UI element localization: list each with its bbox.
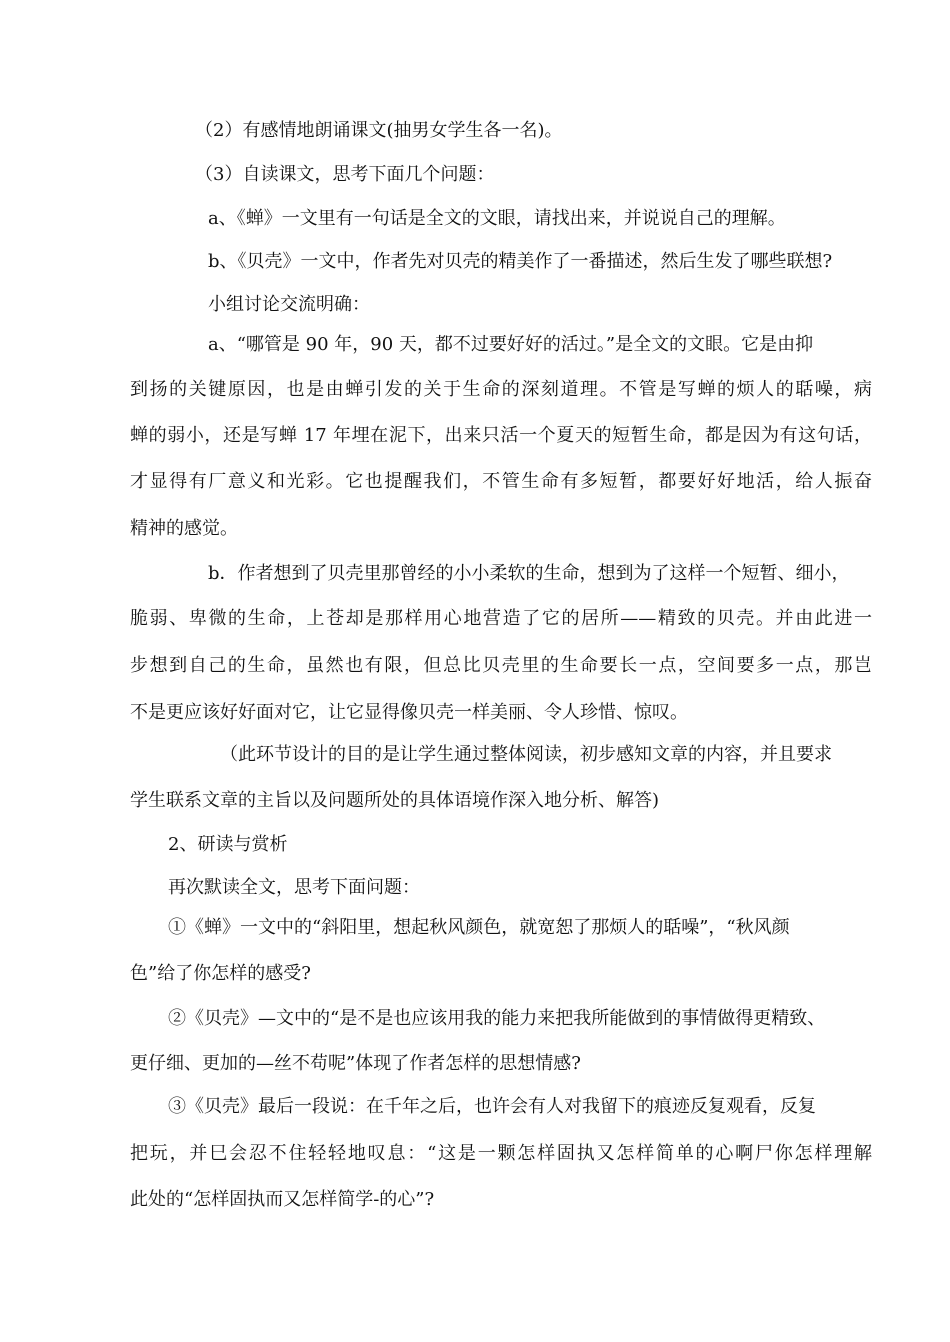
text-line-3: a、《蝉》一文里有一句话是全文的文眼，请找出来，并说说自己的理解。 <box>208 208 786 229</box>
section-heading: 2、研读与赏析 <box>168 834 288 855</box>
text-line-24: 把玩，并巳会忍不住轻轻地叹息：“这是一颗怎样固执又怎样简单的心啊尸你怎样理解 <box>130 1143 872 1164</box>
text-line-1: （2）有感情地朗诵课文(抽男女学生各一名)。 <box>195 120 563 141</box>
text-line-23: ③《贝壳》最后一段说：在千年之后，也许会有人对我留下的痕迹反复观看，反复 <box>168 1096 816 1117</box>
text-line-22: 更仔细、更加的—丝不苟呢”体现了作者怎样的思想情感? <box>130 1053 581 1074</box>
text-line-2: （3）自读课文，思考下面几个问题： <box>195 164 495 185</box>
text-line-16: 学生联系文章的主旨以及问题所处的具体语境作深入地分析、解答) <box>130 790 660 811</box>
text-line-14: 不是更应该好好面对它，让它显得像贝壳一样美丽、令人珍惜、惊叹。 <box>130 702 688 723</box>
text-line-5: 小组讨论交流明确： <box>208 294 370 315</box>
text-line-13: 步想到自己的生命，虽然也有限，但总比贝壳里的生命要长一点，空间要多一点，那岂 <box>130 655 872 676</box>
text-line-18: 再次默读全文，思考下面问题： <box>168 877 420 898</box>
text-line-19: ①《蝉》一文中的“斜阳里，想起秋风颜色，就宽恕了那烦人的聒噪”，“秋风颜 <box>168 917 790 938</box>
text-line-12: 脆弱、卑微的生命，上苍却是那样用心地营造了它的居所——精致的贝壳。并由此进一 <box>130 608 872 629</box>
text-line-10: 精神的感觉。 <box>130 518 238 539</box>
text-line-4: b、《贝壳》一文中，作者先对贝壳的精美作了一番描述，然后生发了哪些联想? <box>208 251 833 272</box>
text-line-15: （此环节设计的目的是让学生通过整体阅读，初步感知文章的内容，并且要求 <box>220 744 832 765</box>
text-line-8: 蝉的弱小，还是写蝉 17 年埋在泥下，出来只活一个夏天的短暂生命，都是因为有这句话， <box>130 425 872 446</box>
text-line-21: ②《贝壳》—文中的“是不是也应该用我的能力来把我所能做到的事情做得更精致、 <box>168 1008 826 1029</box>
text-line-9: 才显得有厂意义和光彩。它也提醒我们，不管生命有多短暂，都要好好地活，给人振奋 <box>130 471 872 492</box>
text-line-6: a、“哪管是 90 年，90 天，都不过要好好的活过。”是全文的文眼。它是由抑 <box>208 334 814 355</box>
text-line-7: 到扬的关键原因，也是由蝉引发的关于生命的深刻道理。不管是写蝉的烦人的聒噪，病 <box>130 379 872 400</box>
text-line-20: 色”给了你怎样的感受? <box>130 963 311 984</box>
text-line-11: b．作者想到了贝壳里那曾经的小小柔软的生命，想到为了这样一个短暂、细小， <box>208 563 850 584</box>
text-line-25: 此处的“怎样固执而又怎样简学-的心”? <box>130 1189 435 1210</box>
